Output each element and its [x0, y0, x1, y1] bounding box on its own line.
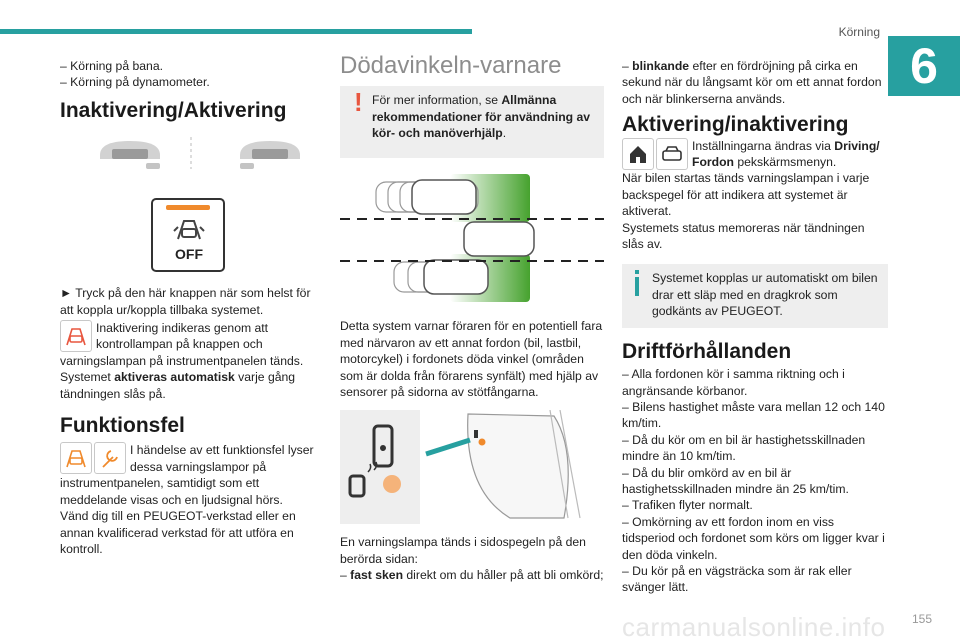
press-instruction: ► Tryck på den här knappen när som helst för att koppla ur/koppla tillbaka systemet.: [60, 286, 311, 317]
list-item: – Då du kör om en bil är hastighetsskillnaden mindre än 10 km/tim.: [622, 432, 866, 464]
blind-spot-illustration: [340, 172, 604, 302]
mirror-illustration: [340, 410, 604, 524]
restart-text: Systemet: [60, 370, 115, 385]
lamp-text: En varningslampa tänds i sidospegeln på den berörda sidan:: [340, 535, 586, 566]
info-box: [622, 264, 888, 327]
button-location-illustration: [60, 133, 322, 273]
note-link[interactable]: Allmänna rekommendationer för användning av kör- och manöverhjälp: [372, 93, 591, 141]
list-item: – Då du blir omkörd av en bil är hastighetsskillnaden mindre än 25 km/tim.: [622, 465, 849, 496]
warning-lamp-icon: [60, 442, 92, 474]
settings-suffix: pekskärmsmenyn.: [733, 155, 837, 170]
note-box: [340, 86, 604, 158]
steady-label: fast sken: [350, 568, 404, 583]
heading-activation-settings: Aktivering/inaktivering: [622, 113, 849, 137]
heading-conditions: Driftförhållanden: [622, 339, 792, 363]
exclamation-icon: !: [354, 87, 363, 118]
intro-line: – Körning på dynamometer.: [60, 75, 210, 90]
fault-text-2: Vänd dig till en PEUGEOT-verkstad eller en annan kvalificerad verkstad för att utföra en kontroll.: [60, 509, 296, 556]
section-title: Körning: [838, 25, 880, 39]
column-2: Dödavinkeln-varnare ! För mer information, se Allmänna rekommendationer för användning av kör- och manöverhjälp. Detta system varnar föraren för en potentiell fara med närvaron av ett annat fordon (bil, lastbil, motorcykel) i fordonets döda vinkel (områden som är dolda från förarens synfält) med hjälp av sensorer på sidorna av stötfångarna. En varningslampa tänds i sidospegeln på den berörda sidan: – fast sken direkt om du håller på att bli omkörd;: [340, 52, 604, 583]
intro-line: – Körning på bana.: [60, 59, 163, 73]
heading-fault: Funktionsfel: [60, 414, 185, 438]
home-icon: [622, 138, 654, 170]
conditions-list: [622, 366, 888, 596]
list-item: – Alla fordonen kör i samma riktning och i angränsande körbanor.: [622, 367, 845, 398]
list-item: – Omkörning av ett fordon inom en viss tidsperiod och fordonet som körs om ligger kvar i den döda vinkeln.: [622, 514, 885, 562]
off-label: OFF: [175, 245, 203, 262]
start-text: När bilen startas tänds varningslampan i varje backspegel för att indikera att systemet är aktiverat.: [622, 171, 870, 219]
info-text: Systemet kopplas ur automatiskt om bilen drar ett släp med en dragkrok som godkänts av PEUGEOT.: [652, 271, 878, 319]
restart-bold: aktiveras automatisk: [114, 370, 235, 385]
off-button[interactable]: [156, 217, 222, 262]
list-item: – Trafiken flyter normalt.: [622, 498, 753, 513]
page-title: Dödavinkeln-varnare: [340, 52, 562, 79]
deactivation-text: Inaktivering indikeras genom att kontrollampan på knappen och varningslampan på instrumentpanelen tänds.: [60, 321, 304, 368]
wrench-icon: [94, 442, 126, 474]
note-text: För mer information, se: [372, 93, 502, 108]
steady-text: direkt om du håller på att bli omkörd;: [403, 568, 604, 583]
restart-suffix: varje gång tändningen slås på.: [60, 370, 296, 401]
blind-spot-warning-icon: [172, 217, 206, 243]
settings-text: Inställningarna ändras via: [692, 138, 835, 153]
column-1: [60, 58, 322, 557]
fault-text: I händelse av ett funktionsfel lyser dessa varningslampor på instrumentpanelen, samtidigt som ett meddelande visas och en ljudsignal hörs.: [60, 443, 314, 507]
vehicle-icon: [656, 138, 688, 170]
list-item: – Du kör på en vägsträcka som är rak eller svänger lätt.: [622, 563, 852, 595]
memory-text: Systemets status memoreras när tändningen slås av.: [622, 220, 865, 252]
watermark: carmanualsonline.info: [622, 612, 886, 642]
settings-menu: Driving/ Fordon: [692, 138, 880, 170]
blink-label: blinkande: [632, 59, 690, 73]
warning-lamp-icon: [60, 320, 92, 352]
page-number: 155: [911, 612, 932, 626]
system-description: Detta system varnar föraren för en potentiell fara med närvaron av ett annat fordon (bil, lastbil, motorcykel) i fordonets döda vinkel (områden som är dolda från förarens synfält) med hjälp av sensorer på sidorna av stötfångarna.: [340, 319, 603, 400]
column-3: – blinkande efter en fördröjning på cirka en sekund när du långsamt kör om ett annat fordon och när blinkerserna används. Aktivering/inaktivering Inställningarna ändras via Driving/ Fordon pekskärmsmenyn. När bilen startas tänds varningslampan i varje backspegel för att indikera att systemet är aktiverat. Systemets status memoreras när tändningen slås av. Systemet kopplas ur automatiskt om bilen drar ett släp med en dragkrok som godkänts av PEUGEOT. Driftförhållanden – Alla fordonen kör i samma riktning och i angränsande körbanor. – Bilens hastighet måste vara mellan 12 och 140 km/tim. – Då du kör om en bil är hastighetsskillnaden mindre än 10 km/tim. – Då du blir omkörd av en bil är hastighetsskillnaden mindre än 25 km/tim. – Trafiken flyter normalt. – Omkörning av ett fordon inom en viss tidsperiod och fordonet som körs om ligger kvar i den döda vinkeln. – Du kör på en vägsträcka som är rak eller svänger lätt.: [622, 58, 888, 596]
header-accent-bar: [0, 29, 472, 34]
note-suffix: .: [502, 126, 507, 141]
heading-activation: Inaktivering/Aktivering: [60, 98, 287, 122]
chapter-number: 6: [888, 36, 960, 96]
info-icon: [634, 270, 640, 296]
list-item: – Bilens hastighet måste vara mellan 12 och 140 km/tim.: [622, 399, 885, 431]
blink-text: efter en fördröjning på cirka en sekund när du långsamt kör om ett annat fordon och när blinkerserna används.: [622, 59, 882, 106]
